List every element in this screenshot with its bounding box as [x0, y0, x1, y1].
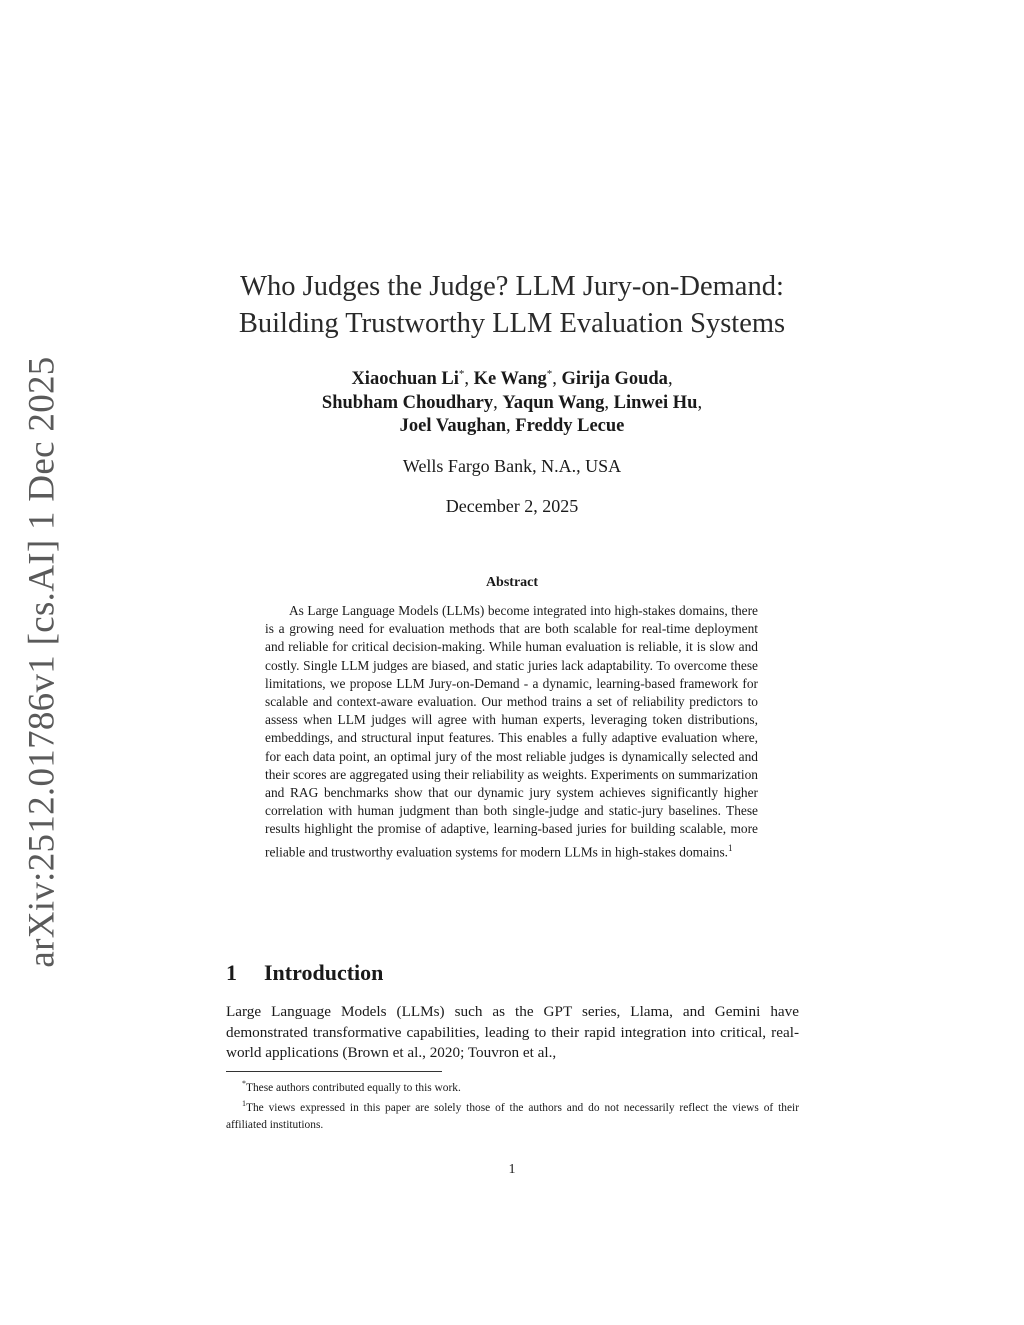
abstract-heading: Abstract: [485, 575, 539, 590]
introduction-paragraph: Large Language Models (LLMs) such as the GPT series, Llama, and Gemini have demonstrated transformative capabilities, leading to their rapid integration into critical, real-world applications (Brown et al., 2020; Touvron et al.,: [226, 1003, 799, 1061]
section-title: Introduction: [264, 960, 384, 985]
footnote-text: The views expressed in this paper are solely those of the authors and do not necessarily reflect the views of their affiliated institutions.: [226, 1102, 799, 1131]
page-number: 1: [508, 1162, 516, 1177]
footnote-mark: *: [242, 1079, 246, 1088]
author-name: Linwei Hu: [613, 392, 698, 413]
footnote-divider: [226, 1071, 442, 1072]
footnote-reference-mark: 1: [728, 842, 733, 853]
author-affiliation: Wells Fargo Bank, N.A., USA: [402, 456, 622, 476]
author-name: Girija Gouda: [561, 369, 668, 390]
author-name: Freddy Lecue: [515, 416, 625, 437]
equal-contribution-mark: *: [546, 368, 553, 380]
section-heading-introduction: [226, 960, 383, 986]
abstract-text: [265, 602, 758, 861]
equal-contribution-mark: *: [458, 368, 465, 380]
arxiv-identifier-stamp: arXiv:2512.01786v1 [cs.AI] 1 Dec 2025: [21, 356, 63, 968]
author-name: Joel Vaughan: [399, 416, 507, 437]
footnote-text: These authors contributed equally to this work.: [246, 1081, 461, 1094]
author-list: [0, 363, 1024, 439]
author-name: Xiaochuan Li: [351, 369, 459, 390]
author-name: Yaqun Wang: [502, 392, 605, 413]
paper-title: [0, 268, 1024, 342]
author-line-1: Xiaochuan Li*, Ke Wang*, Girija Gouda,: [351, 368, 673, 390]
footnote-equal-contribution: [226, 1076, 799, 1096]
publication-date: December 2, 2025: [445, 496, 579, 516]
footnotes: [226, 1076, 799, 1133]
author-name: Ke Wang: [473, 369, 547, 390]
author-line-3: Joel Vaughan, Freddy Lecue: [399, 416, 625, 437]
paper-title-line-2: Building Trustworthy LLM Evaluation Systems: [238, 308, 786, 339]
footnote-mark: 1: [242, 1099, 246, 1109]
author-name: Shubham Choudhary: [321, 392, 494, 413]
section-number: 1: [226, 960, 237, 985]
paper-title-line-1: Who Judges the Judge? LLM Jury-on-Demand:: [240, 271, 784, 302]
author-line-2: Shubham Choudhary, Yaqun Wang, Linwei Hu,: [321, 392, 703, 413]
footnote-disclaimer: [226, 1096, 799, 1133]
abstract-paragraph: As Large Language Models (LLMs) become integrated into high-stakes domains, there is a growing need for evaluation methods that are both scalable for real-time deployment and reliable for critical decision-making. While human evaluation is reliable, it is slow and costly. Single LLM judges are biased, and static juries lack adaptability. To overcome these limitations, we propose LLM Jury-on-Demand - a dynamic, learning-based framework for scalable and context-aware evaluation. Our method trains a set of reliability predictors to assess when LLM judges will agree with human experts, leveraging token distributions, embeddings, and structural input features. This enables a fully adaptive evaluation where, for each data point, an optimal jury of the most reliable judges is dynamically selected and their scores are aggregated using their reliability as weights. Experiments on summarization and RAG benchmarks show that our dynamic jury system achieves significantly higher correlation with human judgment than both single-judge and static-jury baselines. These results highlight the promise of adaptive, learning-based juries for building scalable, more reliable and trustworthy evaluation systems for modern LLMs in high-stakes domains.: [265, 603, 758, 860]
